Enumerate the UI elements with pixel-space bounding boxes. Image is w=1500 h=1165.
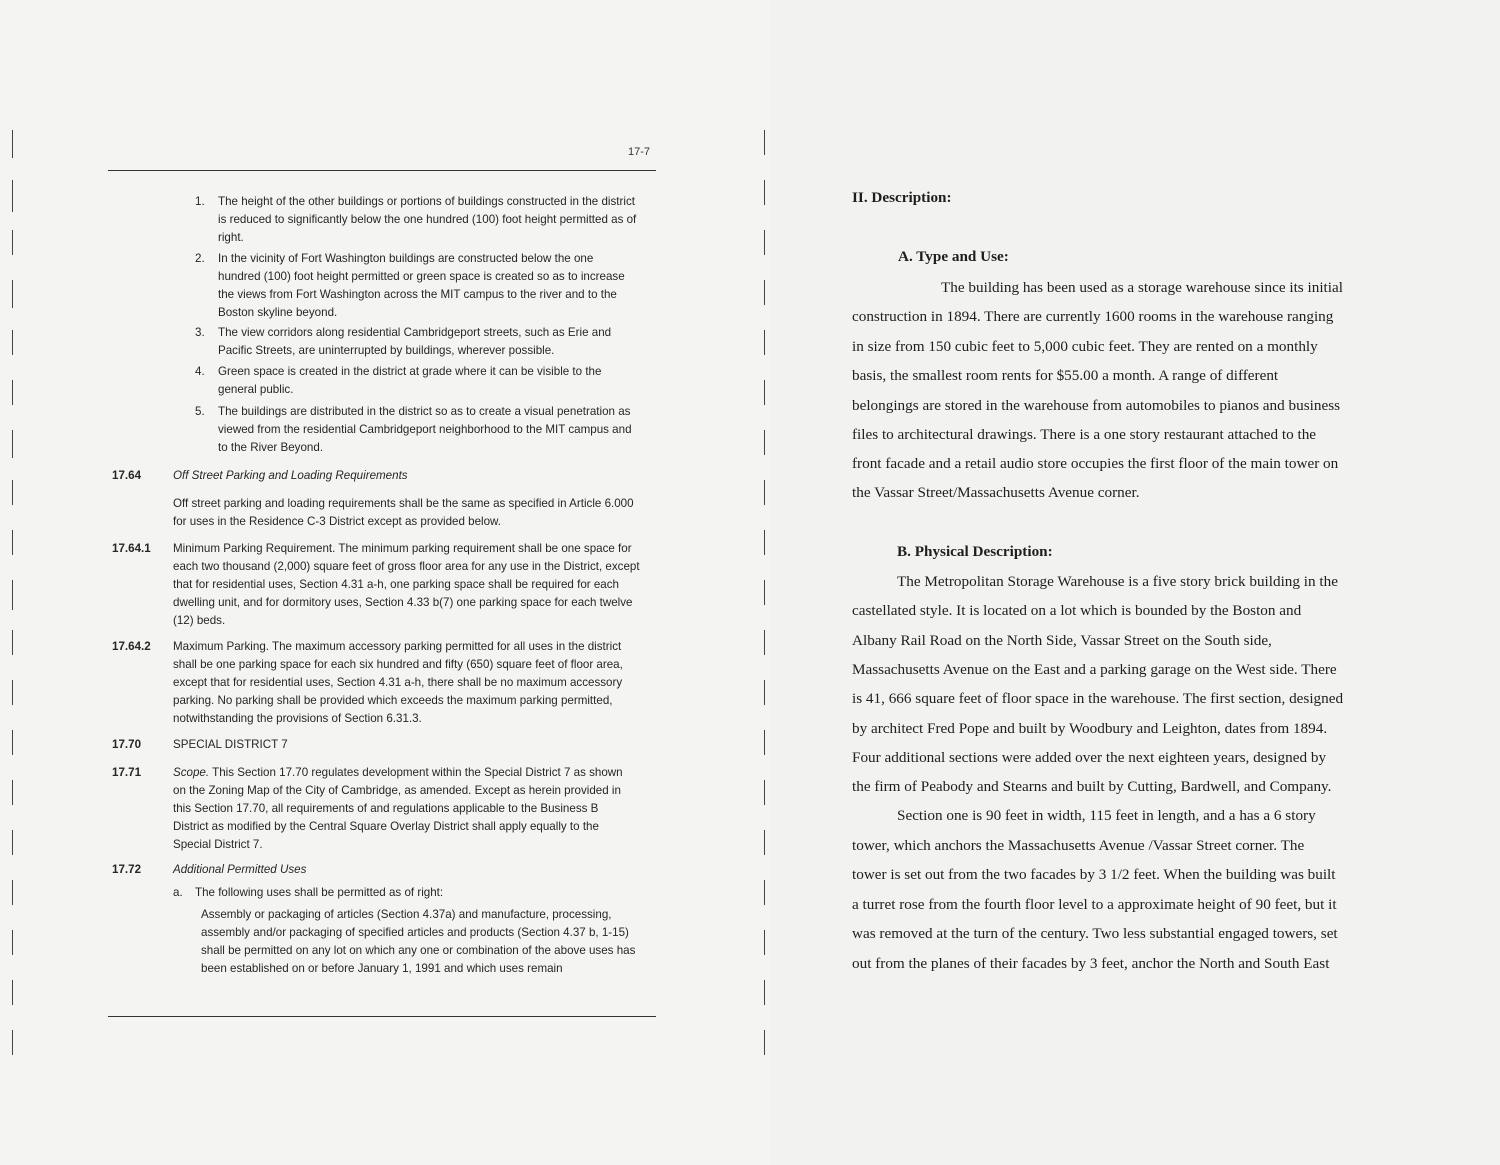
section-body: Off street parking and loading requirements shall be the same as specified in Article 6.000 for uses in the Residence C-3 District except as provided below. (173, 497, 634, 528)
margin-mark (12, 280, 13, 308)
margin-mark (12, 680, 13, 705)
margin-mark (12, 530, 13, 555)
section-title: SPECIAL DISTRICT 7 (173, 738, 288, 751)
margin-mark (764, 1030, 765, 1055)
bottom-rule (108, 1016, 656, 1017)
margin-mark (764, 380, 765, 405)
section-number: 17.70 (112, 738, 142, 751)
margin-mark (764, 480, 765, 505)
paragraph-line: basis, the smallest room rents for $55.00 a month. A range of different (852, 367, 1279, 384)
section-number: 17.64.1 (112, 542, 151, 555)
paragraph-line: belongings are stored in the warehouse from automobiles to pianos and business (852, 397, 1341, 414)
margin-mark (12, 830, 13, 855)
margin-mark (764, 880, 765, 905)
margin-mark (12, 780, 13, 805)
paragraph-line: tower is set out from the two facades by 3 1/2 feet. When the building was built (852, 866, 1336, 883)
margin-mark (764, 580, 765, 605)
item-label: a. (173, 886, 183, 899)
section-body: Maximum Parking. The maximum accessory parking permitted for all uses in the district shall be one parking space for each six hundred and fifty (650) square feet of floor area, except that for residential uses, Section 4.31 a-h, there shall be no maximum accessory parking. No parking shall be provided which exceeds the maximum parking permitted, notwithstanding the provisions of Section 6.31.3. (173, 640, 623, 725)
paragraph-line: files to architectural drawings. There is a one story restaurant attached to the (852, 426, 1317, 443)
paragraph-line: in size from 150 cubic feet to 5,000 cubic feet. They are rented on a monthly (852, 338, 1318, 355)
section-title: Off Street Parking and Loading Requirements (173, 469, 408, 482)
margin-mark (12, 380, 13, 405)
margin-mark (764, 230, 765, 255)
margin-mark (12, 580, 13, 610)
top-rule (108, 170, 656, 171)
section-number: 17.72 (112, 863, 142, 876)
margin-mark (764, 130, 765, 155)
margin-mark (12, 430, 13, 458)
list-number: 5. (195, 405, 205, 418)
paragraph-line: The building has been used as a storage warehouse since its initial (941, 279, 1343, 296)
margin-mark (764, 280, 765, 305)
paragraph-line: was removed at the turn of the century. Two less substantial engaged towers, set (852, 925, 1338, 942)
section-number: 17.64 (112, 469, 142, 482)
paragraph-line: a turret rose from the fourth floor level to a approximate height of 90 feet, but it (852, 896, 1337, 913)
margin-mark (12, 480, 13, 505)
margin-mark (12, 630, 13, 655)
paragraph-line: Albany Rail Road on the North Side, Vassar Street on the South side, (852, 632, 1272, 649)
section-title: Additional Permitted Uses (173, 863, 307, 876)
item-body: Assembly or packaging of articles (Section 4.37a) and manufacture, processing, assembly and/or packaging of specified articles and products (Section 4.37 b, 1-15) shall be permitted on any lot on which any one or combination of the above uses has been established on or before January 1, 1991 and which uses remain (201, 908, 636, 975)
margin-mark (764, 630, 765, 655)
list-number: 2. (195, 252, 205, 265)
margin-mark (12, 1030, 13, 1055)
paragraph-line: the Vassar Street/Massachusetts Avenue corner. (852, 484, 1140, 501)
list-text: The buildings are distributed in the district so as to create a visual penetration as viewed from the residential Cambridgeport neighborhood to the MIT campus and to the River Beyond. (218, 405, 632, 454)
paragraph-line: the firm of Peabody and Stearns and built by Cutting, Bardwell, and Company. (852, 778, 1332, 795)
margin-mark (12, 980, 13, 1005)
margin-mark (764, 930, 765, 955)
margin-mark (764, 330, 765, 355)
subsection-heading-physical: B. Physical Description: (897, 543, 1053, 560)
list-text: The height of the other buildings or portions of buildings constructed in the district is reduced to significantly below the one hundred (100) foot height permitted as of right. (218, 195, 637, 244)
list-text: Green space is created in the district at grade where it can be visible to the general public. (218, 365, 602, 396)
section-heading: II. Description: (852, 189, 952, 206)
margin-mark (12, 930, 13, 955)
right-page-description (770, 0, 1500, 1165)
margin-mark (12, 230, 13, 255)
page-number: 17-7 (628, 146, 651, 158)
section-lead: Scope. (173, 766, 210, 779)
section-number: 17.71 (112, 766, 142, 779)
paragraph-line: out from the planes of their facades by 3 feet, anchor the North and South East (852, 955, 1330, 972)
paragraph-line: front facade and a retail audio store occupies the first floor of the main tower on (852, 455, 1339, 472)
margin-mark (12, 130, 13, 158)
margin-mark (764, 180, 765, 205)
section-body (173, 764, 633, 854)
paragraph-line: construction in 1894. There are currently 1600 rooms in the warehouse ranging (852, 308, 1334, 325)
margin-mark (12, 180, 13, 212)
margin-mark (764, 730, 765, 755)
paragraph-line: Massachusetts Avenue on the East and a parking garage on the West side. There (852, 661, 1337, 678)
paragraph-line: tower, which anchors the Massachusetts Avenue /Vassar Street corner. The (852, 837, 1305, 854)
paragraph-line: Section one is 90 feet in width, 115 feet in length, and a has a 6 story (897, 807, 1316, 824)
paragraph-line: castellated style. It is located on a lot which is bounded by the Boston and (852, 602, 1302, 619)
list-number: 4. (195, 365, 205, 378)
section-body: Minimum Parking Requirement. The minimum parking requirement shall be one space for each two thousand (2,000) square feet of gross floor area for any use in the District, except that for residential uses, Section 4.31 a-h, one parking space shall be required for each dwelling unit, and for dormitory uses, Section 4.33 b(7) one parking space for each twelve (12) beds. (173, 542, 640, 627)
list-number: 1. (195, 195, 205, 208)
item-text: The following uses shall be permitted as of right: (195, 886, 444, 899)
paragraph-line: The Metropolitan Storage Warehouse is a five story brick building in the (897, 573, 1338, 590)
paragraph-line: Four additional sections were added over the next eighteen years, designed by (852, 749, 1327, 766)
margin-mark (764, 980, 765, 1005)
list-text: In the vicinity of Fort Washington buildings are constructed below the one hundred (100) foot height permitted or green space is created so as to increase the views from Fort Washington across the MIT campus to the river and to the Boston skyline beyond. (218, 252, 625, 319)
paragraph-line: is 41, 666 square feet of floor space in the warehouse. The first section, designed (852, 690, 1344, 707)
paragraph-line: by architect Fred Pope and built by Woodbury and Leighton, dates from 1894. (852, 720, 1328, 737)
margin-mark (12, 730, 13, 755)
margin-mark (764, 780, 765, 805)
margin-mark (764, 430, 765, 455)
list-number: 3. (195, 326, 205, 339)
list-text: The view corridors along residential Cambridgeport streets, such as Erie and Pacific Streets, are uninterrupted by buildings, wherever possible. (218, 326, 612, 357)
margin-mark (764, 530, 765, 555)
subsection-heading-type-use: A. Type and Use: (898, 248, 1009, 265)
section-text: This Section 17.70 regulates development within the Special District 7 as shown on the Zoning Map of the City of Cambridge, as amended. Except as herein provided in this Section 17.70, all requirements of and regulations applicable to the Business B District as modified by the Central Square Overlay District shall apply equally to the Special District 7. (173, 766, 623, 851)
margin-mark (764, 830, 765, 855)
margin-mark (12, 330, 13, 355)
margin-mark (764, 680, 765, 705)
margin-mark (12, 880, 13, 905)
section-number: 17.64.2 (112, 640, 151, 653)
